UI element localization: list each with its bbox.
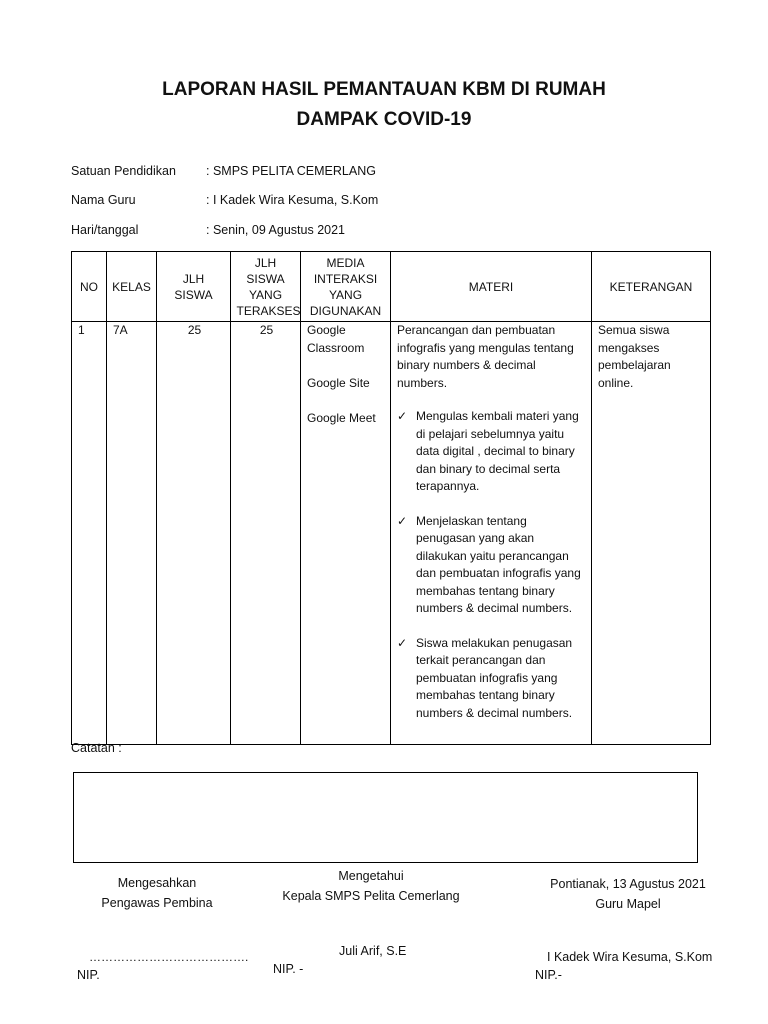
- sig-center-line2: Kepala SMPS Pelita Cemerlang: [282, 889, 460, 903]
- sig-left-line1: Mengesahkan: [117, 876, 197, 890]
- media-item: Google Meet: [307, 410, 376, 425]
- notes-box: [73, 772, 698, 863]
- header-jlh-terakses: [231, 252, 301, 322]
- header-jlh-terakses-text: JLH SISWA YANG TERAKSES: [236, 255, 301, 318]
- header-jlh-siswa-text: JLH SISWA: [174, 271, 213, 302]
- cell-no: 1: [72, 322, 107, 745]
- catatan-label: Catatan :: [71, 741, 122, 755]
- checkmark-icon: ✓: [397, 513, 408, 528]
- header-kelas: KELAS: [107, 252, 157, 322]
- list-item: [397, 408, 587, 496]
- nama-guru-label: Nama Guru: [71, 193, 136, 207]
- cell-jlh-siswa: 25: [157, 322, 231, 745]
- hari-tanggal-label: Hari/tanggal: [71, 223, 139, 237]
- satuan-pendidikan-label: Satuan Pendidikan: [71, 164, 176, 178]
- sig-right-name: I Kadek Wira Kesuma, S.Kom: [547, 950, 713, 964]
- checkmark-icon: ✓: [397, 409, 408, 423]
- header-keterangan: KETERANGAN: [592, 252, 711, 322]
- sig-left-nip: NIP.: [77, 968, 100, 982]
- kbm-report-table: [71, 251, 711, 745]
- cell-media: [301, 322, 391, 745]
- media-item: Google Classroom: [307, 323, 365, 355]
- list-item: [397, 635, 587, 723]
- sig-right-nip: NIP.-: [535, 968, 562, 982]
- sig-left-name: ………………………………….: [89, 950, 249, 964]
- nama-guru-value: : I Kadek Wira Kesuma, S.Kom: [206, 193, 379, 207]
- checkmark-icon: ✓: [397, 635, 408, 650]
- sig-center-name: Juli Arif, S.E: [339, 944, 407, 958]
- header-materi: MATERI: [391, 252, 592, 322]
- sig-right-line2: Guru Mapel: [595, 897, 661, 911]
- cell-materi: [391, 322, 592, 745]
- sig-center-nip: NIP. -: [273, 962, 304, 976]
- header-jlh-siswa: [157, 252, 231, 322]
- header-media: [301, 252, 391, 322]
- materi-point-text: Siswa melakukan penugasan terkait perancangan dan pembuatan infografis yang membahas tentang binary numbers & decimal numbers.: [416, 635, 573, 720]
- hari-tanggal-value: : Senin, 09 Agustus 2021: [206, 223, 345, 237]
- satuan-pendidikan-value: : SMPS PELITA CEMERLANG: [206, 164, 376, 178]
- materi-point-text: Menjelaskan tentang penugasan yang akan dilakukan yaitu perancangan dan pembuatan infografis yang membahas tentang binary numbers & decimal numbers.: [416, 513, 581, 615]
- cell-keterangan: Semua siswa mengakses pembelajaran online.: [592, 322, 711, 745]
- materi-intro: Perancangan dan pembuatan infografis yang mengulas tentang binary numbers & decimal numbers.: [397, 323, 574, 390]
- cell-jlh-terakses: 25: [231, 322, 301, 745]
- sig-center-line1: Mengetahui: [338, 869, 404, 883]
- media-item: Google Site: [307, 375, 370, 390]
- materi-points: [397, 408, 587, 722]
- list-item: [397, 513, 587, 618]
- table-row: [72, 322, 711, 745]
- materi-point-text: Mengulas kembali materi yang di pelajari sebelumnya yaitu data digital , decimal to binary dan binary to decimal serta terapannya.: [416, 409, 579, 493]
- header-media-text: MEDIA INTERAKSI YANG DIGUNAKAN: [309, 255, 382, 318]
- title-line-1: LAPORAN HASIL PEMANTAUAN KBM DI RUMAH: [162, 79, 606, 100]
- header-no: NO: [72, 252, 107, 322]
- sig-right-title: [538, 874, 718, 914]
- sig-left-title: [82, 873, 232, 913]
- sig-center-title: [271, 866, 471, 906]
- sig-right-line1: Pontianak, 13 Agustus 2021: [550, 877, 706, 891]
- table-header-row: [72, 252, 711, 322]
- sig-left-line2: Pengawas Pembina: [101, 896, 213, 910]
- cell-kelas: 7A: [107, 322, 157, 745]
- title-line-2: DAMPAK COVID-19: [296, 109, 472, 130]
